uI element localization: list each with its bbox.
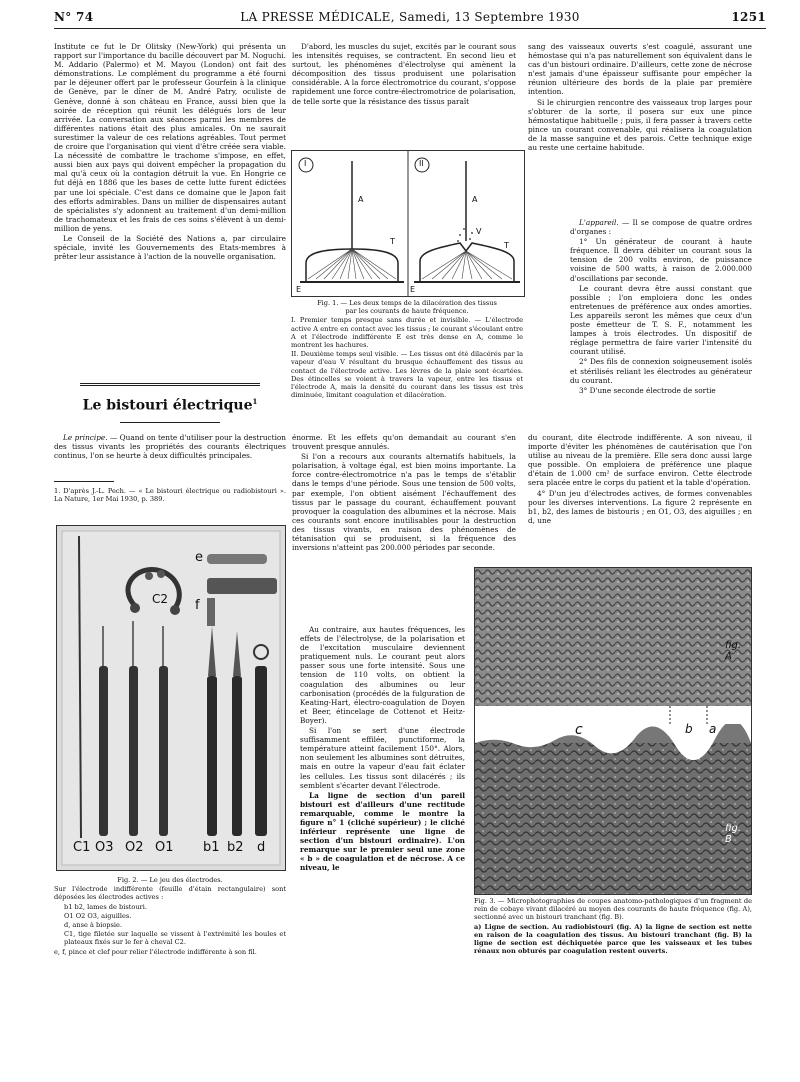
journal-title: LA PRESSE MÉDICALE, Samedi, 13 Septembre 1930 bbox=[240, 10, 580, 24]
page-header bbox=[54, 10, 766, 29]
principle-label: Le principe. bbox=[63, 433, 108, 442]
diagram-label: V bbox=[476, 227, 482, 236]
diagram-label: A bbox=[358, 195, 364, 204]
diagram-label: E bbox=[410, 285, 416, 294]
column-2-top bbox=[292, 42, 516, 107]
figure-1-desc-ii: II. Deuxième temps seul visible. — Les tissus ont été dilacérés par la vapeur d'eau V résultant du brusque échauffement des tissus au contact de l'électrode active. Les lèvres de la plaie sont écartées. Des étincelles se voient à travers la vapeur, entre les tissus et l'électrode A, mais la densité du courant dans les tissus est très diminuée, limitant coagulation et dilacération. bbox=[291, 350, 523, 400]
principle-text: — Quand on tente d'utiliser pour la destruction des tissus vivants les propriétés des courants électriques continus, l'on se heurte à deux difficultés principales. bbox=[54, 433, 286, 461]
paragraph: Si l'on se sert d'une électrode suffisamment effilée, punctiforme, la température atteint facilement 150°. Alors, non seulement les albumines sont détruites, mais en outre la vapeur d'eau fait éclater les cellules. Les tissus sont dilacérés ; ils semblent s'écarter devant l'électrode. bbox=[300, 726, 465, 790]
label-o2: O2 bbox=[125, 840, 144, 855]
paragraph: D'abord, les muscles du sujet, excités par le courant sous les intensités requises, se contractent. En second lieu et surtout, les phénomènes d'électrolyse qui amènent la décomposition des tissus produisent une polarisation considérable. A la force électromotrice du courant, s'oppose rapidement une force contre-électromotrice de polarisation, de telle sorte que la résistance des tissus paraît bbox=[292, 42, 516, 106]
diagram-label: T bbox=[390, 237, 395, 246]
paragraph: 3° D'une seconde électrode de sortie bbox=[579, 385, 716, 395]
paragraph: énorme. Et les effets qu'on demandait au courant s'en trouvent presque annulés. bbox=[292, 433, 516, 452]
figure-1-diagram bbox=[291, 150, 525, 297]
paragraph: Institute ce fut le Dr Olitsky (New-York) qui présenta un rapport sur l'importance du bacille découvert par M. Noguchi. M. Addario (Palermo) et M. Mayou (London) ont fait des démonstrations. Le complément du programme a été fourni par le déjeuner offert par le professeur Gourfein à la clinique de Genève, par le dîner de M. André Patry, oculiste de Genève, donné à son château en France, aussi bien que la soirée de réception qui réunit les délégués lors de leur arrivée. La conversation aux séances parmi les membres de différentes nations était des plus amicales. On ne saurait surestimer la valeur de ces relations agréables. Tout permet de croire que l'organisation qui vient d'être créée sera viable. La nécessité de combattre le trachome s'impose, en effet, aussi bien aux pays qui doivent empêcher la propagation du mal qu'à ceux où la contagion détruit la vue. En Hongrie ce fut déjà en 1886 que les bases de cette lutte furent édictées par une loi spéciale. C'est dans ce domaine que le Japon fait des efforts admirables. Dans un millier de dispensaires autant de spécialistes s'y adonnent au traitement d'un demi-million de trachomateux et les frais de ces soins s'élèvent à un demi-million de yens. bbox=[54, 42, 286, 233]
footnote-text: 1. D'après J.-L. Pech. — « Le bistouri électrique ou radiobistouri ». La Nature, 1er Mai 1930, p. 389. bbox=[54, 487, 286, 504]
label-fig-b: fig. B bbox=[725, 823, 741, 845]
label-a: a bbox=[709, 722, 717, 736]
label-fig-a: fig. A bbox=[725, 640, 741, 662]
paragraph: Le Conseil de la Société des Nations a, par circulaire spéciale, invité les Gouvernements des Etats-membres à prêter leur assistance à l'action de la nouvelle organisation. bbox=[54, 233, 286, 262]
label-f: f bbox=[195, 598, 200, 613]
diagram-label: T bbox=[504, 241, 509, 250]
title-underline bbox=[120, 422, 220, 423]
dilaceration-diagram bbox=[292, 151, 524, 296]
appareil-label: L'appareil. bbox=[579, 218, 619, 227]
figure-2-desc: C1, tige filetée sur laquelle se vissent à l'extrémité les boules et plateaux fixés sur le fer à cheval C2. bbox=[64, 930, 286, 947]
column-3-middle bbox=[528, 433, 752, 526]
footnote-rule bbox=[54, 481, 114, 482]
column-2-narrow bbox=[300, 625, 465, 874]
label-e: e bbox=[195, 550, 203, 565]
figure-2-desc: O1 O2 O3, aiguilles. bbox=[64, 911, 132, 920]
title-footnote-mark: 1 bbox=[252, 397, 258, 406]
figure-2-caption bbox=[54, 876, 286, 957]
figure-1-title: Fig. 1. — Les deux temps de la dilacération des tissus par les courants de haute fréquence. bbox=[317, 299, 497, 316]
diagram-label: E bbox=[296, 285, 302, 294]
label-c2: C2 bbox=[152, 592, 169, 606]
figure-2-title: Fig. 2. — Le jeu des électrodes. bbox=[117, 876, 223, 884]
paragraph: La ligne de section d'un pareil bistouri est d'ailleurs d'une rectitude remarquable, comme le montre la figure n° 1 (cliché supérieur) ; le cliché inférieur représente une ligne de section d'un bistouri ordinaire). L'on remarque sur le premier seul une zone « b » de coagulation et de nécrose. A ce niveau, le bbox=[300, 790, 465, 873]
paragraph: Au contraire, aux hautes fréquences, les effets de l'électrolyse, de la polarisation et de l'excitation musculaire deviennent pratiquement nuls. Le courant peut alors passer sous une forte intensité. Sous une tension de 110 volts, on obtient la coagulation des albumines ou leur carbonisation (procédés de la fulguration de Keating-Hart, électro-coagulation de Doyen et Beer, étincelage de Cottenot et Heitz-Boyer). bbox=[300, 625, 465, 725]
label-o3: O3 bbox=[95, 840, 114, 855]
figure-2-desc: b1 b2, lames de bistouri. bbox=[64, 902, 147, 911]
column-2-body bbox=[292, 433, 516, 553]
paragraph: Le courant devra être aussi constant que possible ; l'on emploiera donc les ondes entretenues de préférence aux ondes amorties. Les appareils seront les mêmes que ceux d'un poste émetteur de T. S. F., notamment les lampes à trois électrodes. Un dispositif de réglage permettra de faire varier l'intensité du courant utilisé. bbox=[570, 283, 752, 357]
label-b1: b1 bbox=[203, 840, 220, 855]
figure-2-electrodes-photo bbox=[56, 525, 286, 871]
diagram-label: A bbox=[472, 195, 478, 204]
page-number: 1251 bbox=[731, 10, 766, 24]
figure-1-caption bbox=[291, 299, 523, 400]
paragraph: Si le chirurgien rencontre des vaisseaux trop larges pour s'obturer de la sorte, il posera sur eux une pince hémostatique habituelle ; puis, il fera passer à travers cette pince un courant convenable, qui réalisera la coagulation de la masse sanguine et des parois. Cette technique exige au reste une certaine habitude. bbox=[528, 97, 752, 153]
paragraph: 4° D'un jeu d'électrodes actives, de formes convenables pour les diverses interventions. La figure 2 représente en b1, b2, des lames de bistouris ; en O1, O3, des aiguilles ; en d, une bbox=[528, 488, 752, 525]
figure-2-desc: d, anse à biopsie. bbox=[64, 921, 123, 930]
footnote bbox=[54, 487, 286, 504]
figure-2-desc: Sur l'électrode indifférente (feuille d'étain rectangulaire) sont déposées les électrodes actives : bbox=[54, 885, 286, 902]
appareil-section bbox=[570, 218, 752, 396]
issue-number: N° 74 bbox=[54, 10, 94, 24]
paragraph: Si l'on a recours aux courants alternatifs habituels, la polarisation, à voltage égal, est bien moins importante. La force contre-électromotrice n'a pas le temps de s'établir dans le temps d'une période. Sous une tension de 500 volts, par exemple, l'on obtient aisément l'échauffement des tissus par le passage du courant, échauffement pouvant provoquer la coagulation des albumines et la nécrose. Mais ces courants sont encore inutilisables pour la destruction des tissus vivants, en raison des phénomènes de tétanisation qui se produisent, si la fréquence des inversions n'atteint pas 200.000 périodes par seconde. bbox=[292, 452, 516, 553]
label-d: d bbox=[257, 840, 266, 855]
paragraph: sang des vaisseaux ouverts s'est coagulé, assurant une hémostase qui n'a pas naturellement son équivalent dans le cas d'un bistouri ordinaire. D'ailleurs, cette zone de nécrose n'est jamais d'une épaisseur suffisante pour empêcher la réunion ultérieure des bords de la plaie par première intention. bbox=[528, 42, 752, 97]
electrodes-illustration bbox=[57, 526, 285, 870]
label-b2: b2 bbox=[227, 840, 244, 855]
article-title-text: Le bistouri électrique bbox=[82, 397, 253, 414]
paragraph: du courant, dite électrode indifférente. A son niveau, il importe d'éviter les phénomènes de cautérisation que l'on utilise au niveau de la première. Elle sera donc aussi large que possible. On emploiera de préférence une plaque d'étain de 1.000 cm² de surface environ. Cette électrode sera placée entre le corps du patient et la table d'opération. bbox=[528, 433, 752, 488]
section-divider bbox=[80, 383, 260, 386]
figure-3-micrographs bbox=[474, 567, 752, 895]
figure-3-caption bbox=[474, 897, 752, 956]
column-3-top bbox=[528, 42, 752, 153]
paragraph: 1° Un générateur de courant à haute fréquence. Il devra débiter un courant sous la tension de 200 volts environ, de puissance voisine de 500 watts, à raison de 2.000.000 d'oscillations par seconde. bbox=[570, 237, 752, 283]
label-c1: C1 bbox=[73, 840, 91, 855]
label-b: b bbox=[685, 722, 693, 736]
figure-3-desc: a) Ligne de section. Au radiobistouri (fig. A) la ligne de section est nette en raison de la coagulation des tissus. Au bistouri tranchant (fig. B) la ligne de section est déchiquetée parce que les vaisseaux et les tubes rénaux non obturés par coagulation restent ouverts. bbox=[474, 922, 752, 956]
article-title bbox=[54, 397, 286, 414]
figure-1-desc-i: I. Premier temps presque sans durée et invisible. — L'électrode active A entre en contact avec les tissus ; le courant s'écoulant entre A et l'électrode indifférente E est très dense en A, comme le montrent les hachures. bbox=[291, 316, 523, 350]
column-1-top bbox=[54, 42, 286, 262]
figure-3-title: Fig. 3. — Microphotographies de coupes anatomo-pathologiques d'un fragment de rein de cobaye vivant dilacéré au moyen des courants de haute fréquence (fig. A), sectionné avec un bistouri tranchant (fig. B). bbox=[474, 897, 752, 922]
panel-label: II bbox=[419, 159, 424, 168]
principle-paragraph bbox=[54, 433, 286, 461]
appareil-intro: — Il se compose de quatre ordres d'organes : bbox=[570, 218, 752, 237]
label-o1: O1 bbox=[155, 840, 174, 855]
panel-label: I bbox=[304, 159, 307, 168]
label-c: c bbox=[575, 722, 583, 738]
paragraph: 2° Des fils de connexion soigneusement isolés et stérilisés reliant les électrodes au générateur du courant. bbox=[570, 357, 752, 385]
figure-2-desc: e, f, pince et clef pour relier l'électrode indifférente à son fil. bbox=[54, 947, 257, 956]
